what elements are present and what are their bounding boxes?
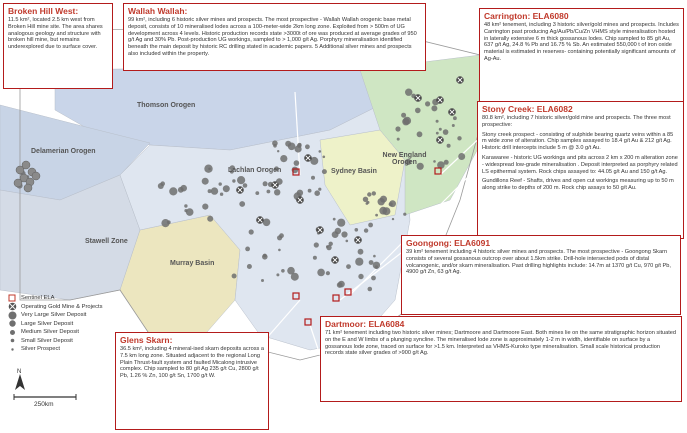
- silver-deposit-marker: [287, 267, 295, 275]
- silver-deposit-marker: [279, 233, 284, 238]
- callout-title: Glens Skarn:: [120, 335, 173, 345]
- callout-glens-skarn: [115, 332, 269, 430]
- silver-deposit-marker: [167, 220, 171, 224]
- silver-deposit-marker: [239, 201, 245, 207]
- silver-deposit-marker: [403, 213, 406, 216]
- silver-deposit-marker: [278, 249, 281, 252]
- silver-deposit-marker: [389, 200, 396, 207]
- silver-deposit-marker: [245, 247, 250, 252]
- callout-wallah-wallah: [123, 3, 426, 71]
- silver-deposit-marker: [318, 188, 321, 191]
- callout-paragraph: Stony creek prospect - consisting of sulphide bearing quartz veins within a 85 m wide zone of alteration. Chip samples assayed to 18.4 g/t Au & 212 g/t Ag. Historic drill intercepts include 5 m @ 3.0 g/t Au.: [482, 131, 674, 152]
- silver-deposit-marker: [436, 132, 439, 135]
- silver-deposit-marker: [405, 89, 412, 96]
- silver-deposit-marker: [204, 165, 212, 173]
- silver-deposit-marker: [314, 190, 320, 196]
- silver-deposit-marker: [294, 160, 300, 166]
- silver-deposit-marker: [341, 231, 347, 237]
- callout-title: Wallah Wallah:: [128, 6, 188, 16]
- scale-bar: [6, 368, 96, 408]
- silver-deposit-marker: [332, 231, 339, 238]
- silver-deposit-marker: [337, 219, 345, 227]
- gold-mine-marker: [448, 108, 456, 116]
- callout-paragraph: Karawaree - historic UG workings and pits across 2 km x 200 m alteration zone - widespread low-grade mineralisation . Deposit interpreted as porphyry related LS epithermal system. Rock chips assayed to: 44.05 g/t Au and 150 g/t Ag.: [482, 154, 678, 175]
- silver-deposit-marker: [261, 279, 264, 282]
- gold-mine-marker: [414, 94, 422, 102]
- silver-deposit-marker: [364, 228, 368, 232]
- silver-deposit-marker: [329, 242, 333, 246]
- silver-deposit-marker: [333, 218, 336, 221]
- legend-item: [6, 294, 116, 303]
- north-label: N: [17, 369, 22, 375]
- gold-mine-marker: [296, 196, 304, 204]
- silver-deposit-marker: [322, 169, 327, 174]
- silver-deposit-marker: [346, 240, 349, 243]
- silver-prospect-icon: [6, 345, 18, 354]
- legend-item: [6, 320, 116, 329]
- region-label-sydney: Sydney Basin: [331, 168, 377, 175]
- silver-deposit-marker: [397, 138, 400, 141]
- legend-label: Small Silver Deposit: [21, 337, 73, 344]
- scale-label: 250km: [34, 401, 54, 408]
- north-arrow-icon: [15, 369, 25, 390]
- callout-paragraph: Gundillons Reef - Shafts, drives and open cut workings measuring up to 50 m along strike to depths of 200 m. Rock chip assays to 50 g/t Au.: [482, 178, 674, 192]
- silver-deposit-marker: [319, 150, 322, 153]
- silver-deposit-marker: [326, 271, 330, 275]
- silver-deposit-marker: [223, 185, 230, 192]
- silver-deposit-marker: [439, 128, 442, 131]
- silver-deposit-marker: [431, 105, 437, 111]
- silver-deposit-marker: [368, 287, 373, 292]
- gold-mine-marker: [456, 76, 464, 84]
- gold-mine-marker: [436, 136, 444, 144]
- silver-deposit-marker: [379, 207, 387, 215]
- callout-carrington: [479, 8, 684, 105]
- callout-goongong: [401, 235, 681, 315]
- silver-deposit-marker: [243, 183, 248, 188]
- region-label-murray: Murray Basin: [170, 260, 215, 267]
- silver-deposit-marker: [263, 181, 268, 186]
- silver-deposit-marker: [372, 191, 376, 195]
- silver-deposit-marker: [169, 187, 177, 195]
- gold-mine-marker: [304, 154, 312, 162]
- silver-deposit-marker: [458, 153, 465, 160]
- callout-title: Goongong: ELA6091: [406, 238, 491, 248]
- sentinel-ela-icon: [6, 294, 18, 302]
- silver-deposit-marker: [371, 276, 376, 281]
- silver-deposit-marker: [263, 219, 271, 227]
- region-label-thomson: Thomson Orogen: [137, 102, 196, 109]
- callout-title: Dartmoor: ELA6084: [325, 319, 405, 329]
- silver-deposit-marker: [375, 265, 378, 268]
- silver-deposit-marker: [452, 124, 455, 127]
- callout-broken-hill-west: [3, 3, 113, 89]
- silver-deposit-marker: [311, 176, 315, 180]
- silver-deposit-marker: [24, 184, 32, 192]
- silver-deposit-marker: [401, 113, 406, 118]
- silver-deposit-marker: [184, 204, 187, 207]
- gold-mine-marker: [271, 181, 279, 189]
- silver-deposit-marker: [337, 282, 343, 288]
- legend-label: Medium Silver Deposit: [21, 329, 79, 336]
- map-legend: [6, 294, 116, 354]
- silver-deposit-marker: [232, 179, 235, 182]
- callout-body: 39 km² tenement including 4 historic silver mines and prospects. The most prospective - Goongong Skarn consists of several gossanous outcrop over about 1.5km strike. Drill-hole intersected pods of distal volcanogenic, and/or skarn mineralisation. Past drilling highlights include: 14.7m at 1370 g/t Cu, 970 g/t Pb, 4900 g/t Zn, 63 g/t Ag.: [406, 249, 671, 276]
- silver-deposit-marker: [358, 274, 363, 279]
- callout-body: 11.5 km², located 2.5 km west from Broken Hill mine site. The area shares analogous geology and structure with broken hill mine, but remains underexplored due to surface cover.: [8, 17, 103, 51]
- silver-deposit-marker: [367, 192, 371, 196]
- silver-deposit-marker: [433, 160, 436, 163]
- region-label-stawell: Stawell Zone: [85, 238, 128, 245]
- silver-deposit-marker: [211, 187, 218, 194]
- silver-deposit-marker: [314, 242, 319, 247]
- silver-deposit-marker: [355, 258, 363, 266]
- callout-dartmoor: [320, 316, 682, 402]
- silver-deposit-marker: [425, 101, 430, 106]
- gold-mine-marker: [354, 236, 362, 244]
- callout-title: Broken Hill West:: [8, 6, 79, 16]
- callout-body: [482, 115, 679, 192]
- gold-mine-marker: [436, 96, 444, 104]
- silver-deposit-marker: [267, 190, 271, 194]
- silver-deposit-marker: [202, 178, 209, 185]
- gold-mine-marker: [331, 256, 339, 264]
- silver-deposit-marker: [317, 269, 325, 277]
- callout-body: 48 km² tenement, including 3 historic silver/gold mines and prospects. Includes Carrington past producing Ag/Au/Pb/Cu/Zn VHMS style mineralisation hosted in laterally extensive 6 m thick gossanous lodes. Chip sampled to 85 g/t Au, 637 g/t Ag, 24.8 % Pb and 16.75 % Sb. An estimated 550,000 t of iron oxide material is estimated in reserves- containing potentially significant amounts of Ag-Au.: [484, 22, 679, 62]
- silver-deposit-marker: [447, 144, 451, 148]
- legend-item: [6, 337, 116, 346]
- silver-deposit-marker: [369, 260, 374, 265]
- legend-item: [6, 345, 116, 354]
- silver-deposit-marker: [326, 245, 329, 248]
- region-label-new-england: New England Orogen: [382, 152, 427, 166]
- silver-deposit-marker: [457, 136, 461, 140]
- legend-label: Silver Prospect: [21, 346, 60, 353]
- legend-label: Large Silver Deposit: [21, 320, 74, 327]
- silver-deposit-marker: [14, 179, 22, 187]
- legend-label: Very Large Silver Deposit: [21, 312, 87, 319]
- region-label-delamerian: Delamerian Orogen: [31, 148, 96, 155]
- silver-deposit-marker: [395, 126, 400, 131]
- legend-label: Sentinel ELA: [21, 295, 55, 302]
- silver-deposit-marker: [158, 183, 164, 189]
- silver-deposit-marker: [403, 117, 411, 125]
- silver-deposit-marker: [274, 189, 280, 195]
- gold-mine-marker: [256, 216, 264, 224]
- silver-deposit-marker: [415, 108, 421, 114]
- silver-deposit-marker: [220, 193, 223, 196]
- silver-deposit-marker: [313, 256, 317, 260]
- silver-deposit-marker: [375, 214, 378, 217]
- silver-deposit-marker: [232, 274, 237, 279]
- callout-paragraph: 80.8 km², including 7 historic silver/gold mine and prospects. The three most prospective:: [482, 115, 671, 128]
- silver-deposit-marker: [32, 172, 40, 180]
- legend-item: [6, 328, 116, 337]
- silver-deposit-marker: [297, 143, 302, 148]
- silver-deposit-marker: [249, 229, 254, 234]
- silver-deposit-marker: [346, 264, 351, 269]
- silver-deposit-marker: [453, 116, 457, 120]
- silver-deposit-marker: [202, 204, 208, 210]
- silver-deposit-marker: [380, 196, 387, 203]
- silver-deposit-marker: [392, 218, 394, 220]
- silver-deposit-marker: [367, 201, 370, 204]
- silver-deposit-marker: [186, 208, 194, 216]
- silver-deposit-marker: [255, 191, 259, 195]
- callout-body: 71 km² tenement including two historic silver mines; Dartmoore and Dartmoore East. Both mines lie on the same stratigraphic horizon situated on the E and W limbs of a plunging syncline. The mineralised lode zone is approximately 1-2 m in width, identifiable on surface by a gossanous lode zone, traced on surface for >1.5 km. Interpreted as VHMS-Kuroko type mineralisation. Small scale historical production records state silver grades of >900 g/t Ag.: [325, 330, 677, 357]
- silver-deposit-marker: [285, 141, 291, 147]
- silver-deposit-marker: [247, 264, 252, 269]
- silver-deposit-marker: [262, 254, 268, 260]
- callout-title: Stony Creek: ELA6082: [482, 104, 573, 114]
- silver-deposit-marker: [280, 155, 287, 162]
- silver-deposit-marker: [305, 144, 310, 149]
- silver-deposit-marker: [323, 156, 326, 159]
- silver-deposit-marker: [281, 269, 285, 273]
- gold-mine-marker: [236, 186, 244, 194]
- silver-deposit-marker: [219, 182, 222, 185]
- callout-body: 36.5 km², including 4 mineral-ised skarn deposits across a 7.5 km long zone. Situated adjacent to the regional Long Plain Thrust-fault system and faulted Micalong intrusive complex. Chip sampled to 80 g/t Ag 235 g/t Cu, 2800 g/t Pb, 1.26 % Zn, 100 g/t Sn, 1700 g/t W.: [120, 346, 264, 380]
- legend-item: [6, 311, 116, 320]
- callout-body: 99 km², including 6 historic silver mines and prospects. The most prospective - Wallah Wallah orogenic base metal deposit, consists of 10 mineralised lodes across a 100-meter-wide 2km long zone. Exploited from > 500m of UG development across 4 levels. Historic production records state >3000t of ore was produced at average grades of 950 g/t Ag and 30% Pb. Post-production UG workings, sampled to > 1,000 g/t Ag. Porphyry mineralisation identified beneath the main deposit by historic RC drilling stated in academic papers. 5 Additional silver mines and prospects also included within the property.: [128, 17, 417, 57]
- silver-deposit-marker: [207, 216, 213, 222]
- silver-deposit-marker: [368, 223, 373, 228]
- silver-deposit-marker: [373, 255, 376, 258]
- silver-deposit-marker: [443, 129, 449, 135]
- silver-deposit-marker: [180, 185, 187, 192]
- legend-label: Operating Gold Mine & Projects: [21, 303, 103, 310]
- silver-deposit-marker: [436, 120, 439, 123]
- silver-deposit-marker: [22, 161, 30, 169]
- silver-deposit-marker: [276, 273, 279, 276]
- silver-deposit-marker: [208, 189, 212, 193]
- silver-deposit-marker: [277, 150, 279, 152]
- legend-item: [6, 303, 116, 312]
- silver-deposit-marker: [237, 176, 245, 184]
- silver-deposit-marker: [417, 131, 423, 137]
- gold-mine-marker: [316, 226, 324, 234]
- silver-deposit-marker: [308, 189, 312, 193]
- silver-deposit-marker: [355, 228, 359, 232]
- silver-deposit-marker: [358, 249, 364, 255]
- callout-title: Carrington: ELA6080: [484, 11, 569, 21]
- callout-stony-creek: [477, 101, 684, 239]
- silver-deposit-marker: [273, 144, 277, 148]
- region-label-lachlan: Lachlan Orogen: [228, 167, 282, 174]
